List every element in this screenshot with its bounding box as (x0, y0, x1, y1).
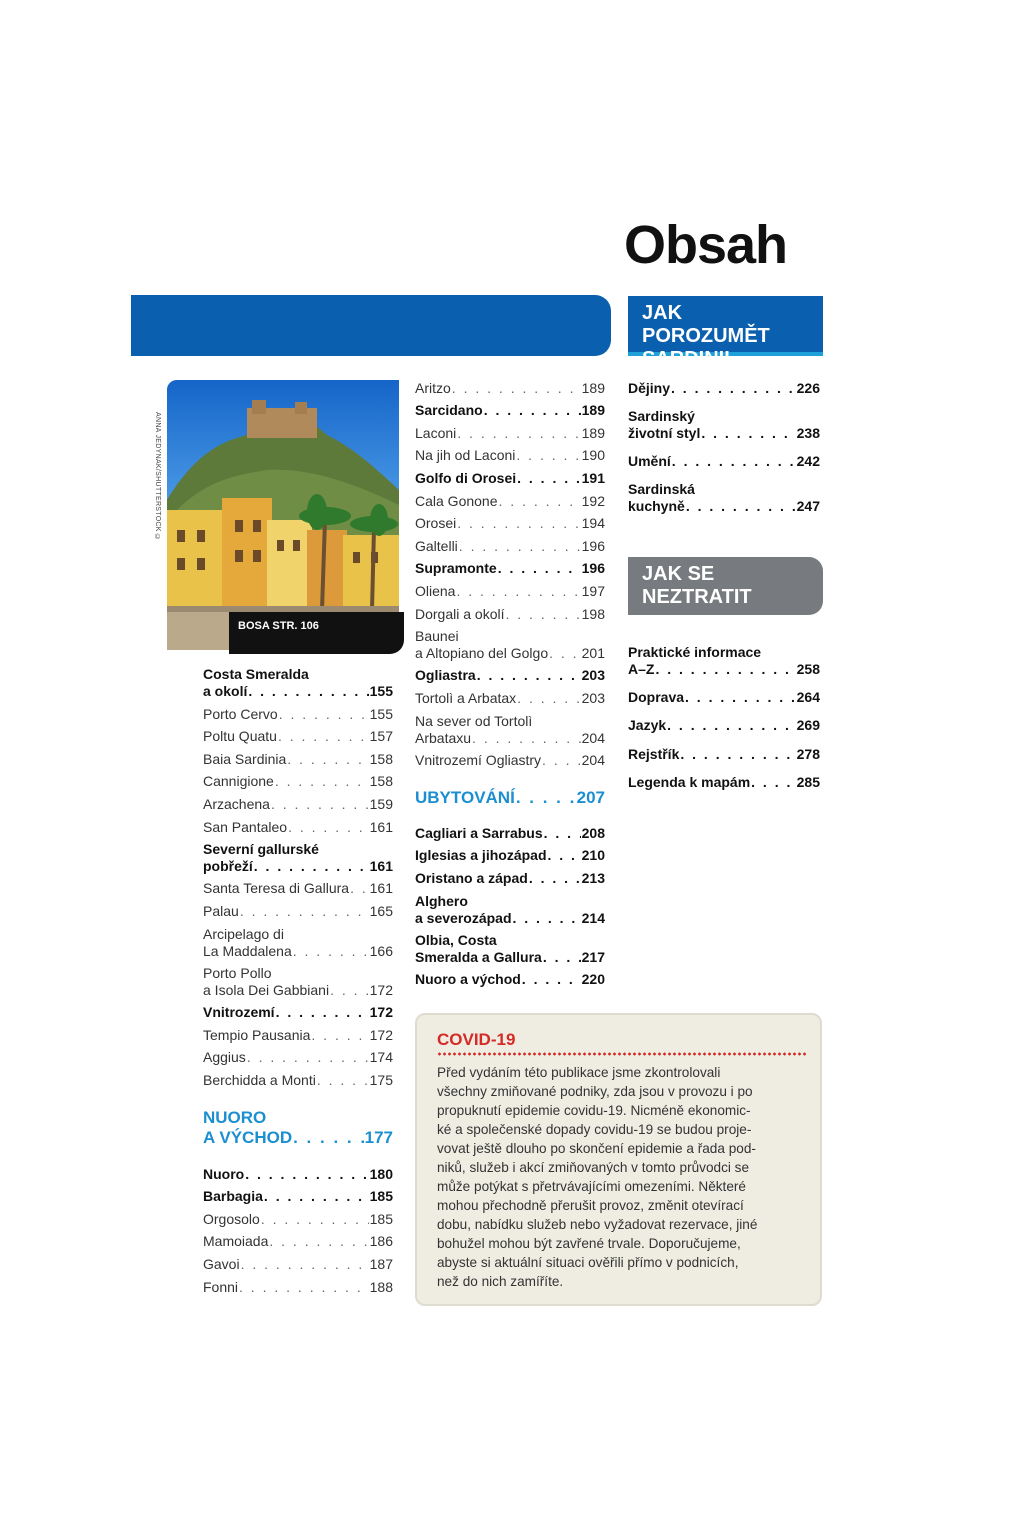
toc-entry-title-line: NUORO (203, 1108, 267, 1127)
covid-text-line: než do nich zamíříte. (437, 1274, 564, 1289)
toc-entry-title: Vnitrozemí Ogliastry (415, 752, 542, 768)
toc-page-number: 189 (581, 380, 605, 396)
covid-text-line: vovat ještě dlouho po skončení epidemie a řada pod- (437, 1141, 756, 1156)
toc-leader-dots (672, 453, 796, 470)
toc-entry[interactable] (415, 447, 605, 464)
toc-entry-title: Berchidda a Monti (203, 1072, 316, 1088)
toc-entry-title: Arbataxu (415, 730, 472, 746)
toc-page-number: 187 (369, 1256, 393, 1272)
toc-entry-title-line: Olbia, Costa (415, 932, 497, 948)
toc-entry[interactable] (415, 971, 605, 988)
covid-text-line: mohou přechodně přerušit provoz, změnit otevírací (437, 1198, 744, 1213)
toc-leader-dots (499, 493, 581, 510)
toc-entry[interactable] (415, 870, 605, 887)
toc-page-number: 189 (581, 402, 605, 418)
toc-leader-dots (685, 689, 796, 706)
toc-leader-dots (549, 645, 581, 662)
toc-page-number: 247 (796, 498, 820, 514)
toc-entry-title-line: Sardinská (628, 481, 695, 497)
toc-page-number: 174 (369, 1049, 393, 1065)
toc-entry[interactable] (628, 380, 820, 397)
toc-entry[interactable] (415, 470, 605, 487)
toc-page-number: 203 (581, 690, 605, 706)
toc-leader-dots (330, 982, 369, 999)
toc-page-number: 177 (364, 1128, 393, 1147)
photo-credit: ANNA JEDYNAK/SHUTTERSTOCK © (154, 412, 161, 542)
toc-entry-title: Vnitrozemí (203, 1004, 275, 1020)
toc-entry[interactable] (415, 825, 605, 842)
toc-entry-title: Dorgali a okolí (415, 606, 505, 622)
toc-entry[interactable] (203, 1049, 393, 1066)
toc-entry-title: Tempio Pausania (203, 1027, 311, 1043)
toc-entry-title-line: Costa Smeralda (203, 666, 309, 682)
toc-leader-dots (671, 380, 796, 397)
toc-entry[interactable] (628, 689, 820, 706)
toc-entry[interactable] (203, 773, 393, 790)
toc-page-number: 285 (796, 774, 820, 790)
toc-entry[interactable] (415, 932, 605, 966)
toc-page-number: 197 (581, 583, 605, 599)
toc-leader-dots (667, 717, 795, 734)
toc-entry-title: Nuoro a východ (415, 971, 521, 987)
toc-entry[interactable] (203, 728, 393, 745)
toc-entry-title-line: Na sever od Tortolì (415, 713, 533, 729)
toc-leader-dots (240, 903, 369, 920)
toc-entry[interactable] (415, 713, 605, 747)
toc-entry[interactable] (203, 1166, 393, 1183)
toc-entry-title: Supramonte (415, 560, 497, 576)
toc-leader-dots (293, 943, 369, 960)
bosa-photo (167, 380, 399, 650)
toc-leader-dots (456, 583, 580, 600)
toc-entry-title: Fonni (203, 1279, 239, 1295)
toc-entry[interactable] (628, 746, 820, 763)
toc-entry-title: Cala Gonone (415, 493, 498, 509)
toc-entry[interactable] (415, 628, 605, 662)
toc-leader-dots (543, 949, 581, 966)
toc-entry-title: Umění (628, 453, 671, 469)
toc-entry[interactable] (415, 560, 605, 577)
toc-leader-dots (247, 1049, 369, 1066)
toc-entry-title: Ogliastra (415, 667, 476, 683)
toc-page-number: 191 (581, 470, 605, 486)
covid-text-line: Před vydáním této publikace jsme zkontrolovali (437, 1065, 721, 1080)
toc-page-number: 210 (581, 847, 605, 863)
toc-leader-dots (271, 796, 369, 813)
toc-entry-title: Nuoro (203, 1166, 245, 1182)
toc-entry-title: a Isola Dei Gabbiani (203, 982, 330, 998)
toc-leader-dots (248, 683, 368, 700)
toc-leader-dots (241, 1256, 369, 1273)
toc-entry-title: kuchyně (628, 498, 685, 514)
toc-entry[interactable] (415, 493, 605, 510)
toc-entry-title: San Pantaleo (203, 819, 288, 835)
toc-entry[interactable] (415, 515, 605, 532)
toc-page-number: 190 (581, 447, 605, 463)
toc-leader-dots (548, 847, 581, 864)
covid-text-line: bohužel mohou být zavřené trvale. Doporučujeme, (437, 1236, 741, 1251)
toc-entry-title: A–Z (628, 661, 655, 677)
toc-page-number: 175 (369, 1072, 393, 1088)
toc-leader-dots (275, 773, 369, 790)
toc-entry[interactable] (415, 690, 605, 707)
toc-leader-dots (701, 425, 795, 442)
toc-leader-dots (522, 971, 581, 988)
toc-entry[interactable] (628, 644, 820, 678)
toc-leader-dots (245, 1166, 368, 1183)
toc-page-number: 238 (796, 425, 820, 441)
toc-entry[interactable] (628, 717, 820, 734)
toc-entry-title: Oliena (415, 583, 456, 599)
toc-entry[interactable] (415, 538, 605, 555)
toc-entry[interactable] (203, 1108, 393, 1148)
toc-page-number: 161 (369, 819, 393, 835)
toc-page-number: 220 (581, 971, 605, 987)
toc-entry-title: Cannigione (203, 773, 274, 789)
toc-page-number: 278 (796, 746, 820, 762)
toc-entry[interactable] (203, 1279, 393, 1296)
toc-page-number: 157 (369, 728, 393, 744)
toc-entry-title: a severozápad (415, 910, 512, 926)
toc-entry-title-line: Porto Pollo (203, 965, 272, 981)
toc-page-number: 180 (369, 1166, 393, 1182)
covid-text-line: všechny zmiňované podniky, zda jsou v provozu i po (437, 1084, 753, 1099)
page-title: Obsah (624, 215, 788, 275)
toc-entry[interactable] (628, 453, 820, 470)
toc-entry-title: Golfo di Orosei (415, 470, 517, 486)
toc-entry-title-line: Praktické informace (628, 644, 762, 660)
toc-entry[interactable] (415, 667, 605, 684)
toc-entry[interactable] (203, 880, 393, 897)
header-bar (131, 295, 611, 356)
toc-page-number: 264 (796, 689, 820, 705)
toc-page-number: 242 (796, 453, 820, 469)
toc-page-number: 207 (576, 788, 605, 807)
toc-leader-dots (516, 447, 580, 464)
covid-text-line: dobu, nabídku služeb nebo vyžadovat rezervace, jiné (437, 1217, 758, 1232)
toc-leader-dots (517, 690, 580, 707)
toc-entry[interactable] (203, 666, 393, 700)
toc-leader-dots (261, 1211, 369, 1228)
toc-leader-dots (452, 380, 581, 397)
toc-leader-dots (484, 402, 581, 419)
toc-page-number: 185 (369, 1188, 393, 1204)
toc-entry-title: Aggius (203, 1049, 246, 1065)
toc-entry-title-line: Alghero (415, 893, 468, 909)
toc-page-number: 204 (581, 730, 605, 746)
toc-leader-dots (457, 515, 580, 532)
toc-leader-dots (542, 752, 581, 769)
toc-entry[interactable] (415, 847, 605, 864)
toc-leader-dots (680, 746, 795, 763)
toc-leader-dots (350, 880, 369, 897)
toc-entry-title: Porto Cervo (203, 706, 278, 722)
covid-text-line: může potýkat s přetrvávajícími omezeními. Některé (437, 1179, 746, 1194)
toc-leader-dots (544, 825, 581, 842)
toc-entry-title: Poltu Quatu (203, 728, 277, 744)
toc-leader-dots (506, 606, 581, 623)
toc-page-number: 192 (581, 493, 605, 509)
toc-entry[interactable] (203, 1233, 393, 1250)
toc-leader-dots (529, 870, 581, 887)
toc-entry-title: Gavoi (203, 1256, 240, 1272)
toc-leader-dots (516, 788, 576, 808)
covid-text-line: niků, služeb i akcí zmiňovaných v tomto průvodci se (437, 1160, 750, 1175)
toc-entry-title: a okolí (203, 683, 248, 699)
toc-entry-title: Jazyk (628, 717, 667, 733)
toc-leader-dots (513, 910, 581, 927)
toc-entry-title-line: Arcipelago di (203, 926, 284, 942)
toc-page-number: 198 (581, 606, 605, 622)
toc-entry[interactable] (203, 965, 393, 999)
toc-page-number: 188 (369, 1279, 393, 1295)
toc-page-number: 172 (369, 1004, 393, 1020)
toc-entry-title: a Altopiano del Golgo (415, 645, 549, 661)
toc-entry-title: Galtelli (415, 538, 458, 554)
toc-page-number: 269 (796, 717, 820, 733)
toc-leader-dots (751, 774, 795, 791)
toc-page-number: 214 (581, 910, 605, 926)
toc-entry-title: Arzachena (203, 796, 270, 812)
toc-page-number: 159 (369, 796, 393, 812)
toc-page-number: 161 (369, 880, 393, 896)
toc-entry[interactable] (203, 1188, 393, 1205)
toc-entry[interactable] (203, 706, 393, 723)
toc-entry-title: UBYTOVÁNÍ (415, 788, 515, 807)
toc-entry[interactable] (415, 752, 605, 769)
toc-leader-dots (269, 1233, 368, 1250)
toc-entry[interactable] (415, 606, 605, 623)
toc-entry[interactable] (203, 1004, 393, 1021)
toc-entry[interactable] (415, 583, 605, 600)
toc-entry[interactable] (203, 1256, 393, 1273)
toc-entry-title: Na jih od Laconi (415, 447, 516, 463)
toc-leader-dots (239, 1279, 369, 1296)
toc-entry[interactable] (203, 926, 393, 960)
toc-page-number: 196 (581, 560, 605, 576)
toc-entry-title: Legenda k mapám (628, 774, 751, 790)
toc-page-number: 161 (369, 858, 393, 874)
photo-caption: BOSA STR. 106 (229, 612, 404, 654)
toc-entry[interactable] (628, 408, 820, 442)
toc-leader-dots (686, 498, 796, 515)
toc-page-number: 155 (369, 683, 393, 699)
toc-entry[interactable] (628, 481, 820, 515)
toc-leader-dots (459, 538, 581, 555)
toc-page-number: 208 (581, 825, 605, 841)
covid-text-line: propuknutí epidemie covidu-19. Nicméně ekonomic- (437, 1103, 751, 1118)
toc-page-number: 172 (369, 1027, 393, 1043)
toc-entry-title: Laconi (415, 425, 457, 441)
toc-entry[interactable] (415, 788, 605, 808)
toc-page-number: 258 (796, 661, 820, 677)
toc-leader-dots (278, 728, 369, 745)
toc-entry[interactable] (203, 796, 393, 813)
toc-leader-dots (655, 661, 795, 678)
toc-entry-title: Dějiny (628, 380, 671, 396)
toc-entry[interactable] (203, 751, 393, 768)
toc-entry[interactable] (203, 1072, 393, 1089)
toc-page-number: 189 (581, 425, 605, 441)
covid-title: COVID-19 (437, 1030, 516, 1049)
toc-entry[interactable] (415, 893, 605, 927)
toc-page-number: 217 (581, 949, 605, 965)
toc-entry-title: Doprava (628, 689, 685, 705)
covid-text-line: ké a společenské dopady covidu-19 se budou proje- (437, 1122, 752, 1137)
toc-page-number: 158 (369, 751, 393, 767)
toc-entry[interactable] (203, 1211, 393, 1228)
toc-page-number: 166 (369, 943, 393, 959)
toc-entry-title: Orosei (415, 515, 457, 531)
toc-entry-title: Sarcidano (415, 402, 483, 418)
toc-entry[interactable] (415, 402, 605, 419)
toc-page-number: 201 (581, 645, 605, 661)
section-understand-sardinia: JAK POROZUMĚT SARDINII (628, 296, 823, 356)
covid-text-line: abyste si aktuální situaci ověřili přímo v podnicích, (437, 1255, 739, 1270)
toc-leader-dots (288, 819, 369, 836)
toc-entry-title: životní styl (628, 425, 701, 441)
toc-leader-dots (279, 706, 369, 723)
toc-leader-dots (276, 1004, 369, 1021)
toc-entry-title: Aritzo (415, 380, 451, 396)
covid-text (437, 1063, 807, 1291)
toc-page-number: 196 (581, 538, 605, 554)
toc-entry-title: Tortolì a Arbatax (415, 690, 517, 706)
toc-leader-dots (457, 425, 580, 442)
toc-leader-dots (498, 560, 581, 577)
toc-entry-title: Rejstřík (628, 746, 680, 762)
toc-page-number: 194 (581, 515, 605, 531)
toc-entry[interactable] (203, 841, 393, 875)
toc-page-number: 204 (581, 752, 605, 768)
toc-leader-dots (287, 751, 368, 768)
toc-entry[interactable] (415, 425, 605, 442)
toc-page-number: 203 (581, 667, 605, 683)
covid-divider (437, 1052, 807, 1056)
toc-entry-title: Mamoiada (203, 1233, 269, 1249)
toc-entry[interactable] (415, 380, 605, 397)
bosa-illustration (167, 380, 399, 650)
toc-entry-title: Iglesias a jihozápad (415, 847, 547, 863)
toc-leader-dots (293, 1128, 364, 1148)
toc-leader-dots (264, 1188, 369, 1205)
toc-entry-title: Baia Sardinia (203, 751, 287, 767)
toc-page-number: 165 (369, 903, 393, 919)
toc-page-number: 226 (796, 380, 820, 396)
toc-entry-title-line: Baunei (415, 628, 459, 644)
toc-entry-title: Smeralda a Gallura (415, 949, 542, 965)
section-survival-guide: JAK SE NEZTRATIT (628, 557, 823, 615)
toc-entry-title: Orgosolo (203, 1211, 260, 1227)
toc-leader-dots (472, 730, 581, 747)
toc-entry[interactable] (203, 903, 393, 920)
toc-page-number: 172 (369, 982, 393, 998)
toc-leader-dots (254, 858, 369, 875)
toc-entry[interactable] (628, 774, 820, 791)
toc-entry[interactable] (203, 819, 393, 836)
toc-page-number: 158 (369, 773, 393, 789)
toc-page-number: 185 (369, 1211, 393, 1227)
toc-entry[interactable] (203, 1027, 393, 1044)
toc-entry-title: Cagliari a Sarrabus (415, 825, 543, 841)
toc-entry-title-line: Severní gallurské (203, 841, 319, 857)
toc-leader-dots (477, 667, 581, 684)
toc-entry-title: A VÝCHOD (203, 1128, 293, 1147)
toc-leader-dots (517, 470, 581, 487)
toc-entry-title-line: Sardinský (628, 408, 695, 424)
toc-entry-title: pobřeží (203, 858, 253, 874)
toc-entry-title: La Maddalena (203, 943, 292, 959)
toc-page-number: 213 (581, 870, 605, 886)
toc-entry-title: Oristano a západ (415, 870, 528, 886)
toc-entry-title: Barbagia (203, 1188, 263, 1204)
toc-entry-title: Palau (203, 903, 239, 919)
toc-page-number: 155 (369, 706, 393, 722)
toc-leader-dots (311, 1027, 368, 1044)
toc-entry-title: Santa Teresa di Gallura (203, 880, 350, 896)
toc-leader-dots (317, 1072, 369, 1089)
toc-page-number: 186 (369, 1233, 393, 1249)
